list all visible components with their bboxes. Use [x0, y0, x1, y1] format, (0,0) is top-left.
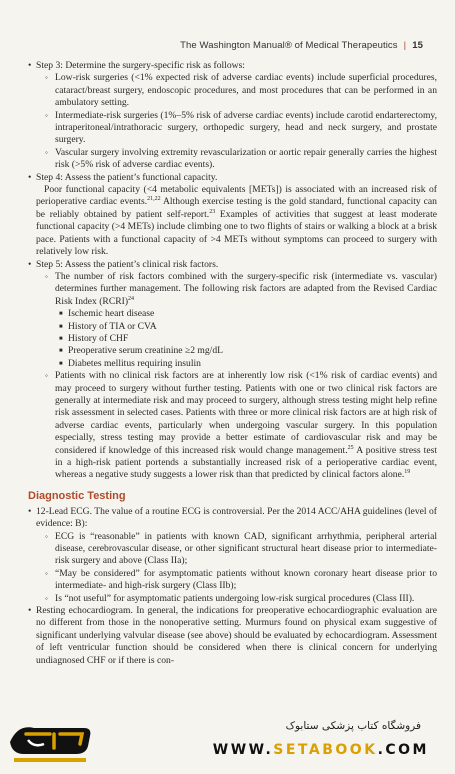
citation: 24: [128, 295, 135, 302]
risk-factor-list: [55, 308, 437, 370]
list-item: [45, 370, 437, 482]
citation: 25: [347, 444, 354, 451]
text-run: In general, the indications for preoperative echocardiographic evaluation are no different from those in the nonoperative setting. Murmurs found on physical exam suggestive of significant underlying valvular disease (see above) should be evaluated by echocardiogram. Assessment of left ventricular function should be considered when there is clinical concern for underlying undiagnosed CHF or if there is con-: [36, 605, 438, 666]
text-run: Patients with no clinical risk factors are at inherently low risk (<1% risk of cardiac events) and may proceed to surgery without further testing. Patients with one or two clinical risk factors are generally at intermediate risk and may proceed to surgery, although stress testing might help refine risk assessment in selected cases. Patients with three or more clinical risk factors are at high risk of adverse cardiac events, particularly when undergoing vascular surgery. In this population especially, stress testing may provide a better estimate of cardiovascular risk and may be considered if knowledge of this increased risk would change management.: [55, 370, 437, 456]
store-name: فروشگاه کتاب پزشکی ستابوک: [285, 720, 421, 732]
list-item: [45, 271, 437, 370]
list-item: ◦ Vascular surgery involving extremity revascularization or aortic repair generally carries the highest risk (>5% risk of adverse cardiac events).: [45, 147, 437, 172]
risk-factor: ■ Diabetes mellitus requiring insulin: [59, 358, 437, 370]
steps-list-continued: [28, 259, 437, 482]
text-run: The number of risk factors combined with the surgery-specific risk (intermediate vs. vascular) determines further management. The following risk factors are adapted from the Revised Cardiac Risk Index (RCRI): [55, 270, 437, 307]
step-5-lead: Step 5: Assess the patient’s clinical risk factors.: [36, 258, 219, 270]
list-item: ◦ “May be considered” for asymptomatic patients without known coronary heart disease prior to intermediate- and high-risk surgery (Class IIb);: [45, 568, 437, 593]
functional-capacity-paragraph: [28, 184, 437, 258]
text-run: A positive stress test in a high-risk patient portends a substantially increased risk of a perioperative cardiac event, whereas a negative study suggests a lower risk than that predicted by clinical factors alone.: [55, 444, 437, 481]
echo-lead: Resting echocardiogram.: [36, 605, 133, 617]
step-5: [28, 259, 437, 482]
steps-list: [28, 60, 437, 184]
header-separator: |: [403, 40, 407, 51]
text-run: The value of a routine ECG is controversial. Per the 2014 ACC/AHA guidelines (level of evidence: B):: [36, 505, 437, 530]
step-4-lead: Step 4: Assess the patient’s functional capacity.: [36, 171, 218, 183]
clinical-risk-list: [36, 271, 437, 482]
url-part: WWW.: [212, 742, 274, 758]
book-title: The Washington Manual® of Medical Therapeutics: [180, 40, 398, 51]
store-logo: [4, 714, 96, 768]
watermark-footer: [0, 708, 455, 774]
ecg-lead: 12-Lead ECG.: [36, 505, 93, 517]
page-body: [28, 60, 437, 667]
section-heading: Diagnostic Testing: [28, 489, 126, 502]
step-3-lead: Step 3: Determine the surgery-specific risk as follows:: [36, 60, 245, 71]
citation: 21,22: [147, 196, 161, 203]
risk-factor: ■ History of TIA or CVA: [59, 321, 437, 333]
step-3: [28, 60, 437, 172]
risk-factor: ■ Ischemic heart disease: [59, 308, 437, 320]
list-item: ◦ Intermediate-risk surgeries (1%–5% risk of adverse cardiac events) include carotid endarterectomy, intraperitoneal/intrathoracic surgery, orthopedic surgery, head and neck surgery, and prostate surgery.: [45, 110, 437, 147]
ecg-item: [28, 506, 437, 605]
citation: 23: [209, 208, 216, 215]
text-run: Although exercise testing is the gold standard, functional capacity can be reliably obtained by patient self-report.: [36, 196, 437, 220]
url-part: .COM: [377, 742, 429, 758]
step-4: [28, 172, 437, 184]
list-item: ◦ Is “not useful” for asymptomatic patients undergoing low-risk surgical procedures (Class III).: [45, 593, 437, 605]
risk-factor: ■ History of CHF: [59, 333, 437, 345]
store-url: [213, 742, 429, 758]
ecg-recommendation-list: [36, 531, 437, 605]
logo-graphic: [4, 714, 96, 768]
list-item: ◦ Low-risk surgeries (<1% expected risk of adverse cardiac events) include superficial procedures, cataract/breast surgery, endoscopic procedures, and most procedures that can be performed in an ambulatory setting.: [45, 72, 437, 109]
page-number: 15: [412, 40, 423, 51]
list-item: ◦ ECG is “reasonable” in patients with known CAD, significant arrhythmia, peripheral arterial disease, cerebrovascular disease, or other significant structural heart disease prior to intermediate-risk surgery and above (Class IIa);: [45, 531, 437, 568]
surgery-risk-list: [36, 72, 437, 171]
text-run: Poor functional capacity (<4 metabolic equivalents [METs]) is associated with an increased risk of perioperative cardiac events.: [36, 184, 437, 208]
citation: 19: [404, 469, 411, 476]
diagnostic-list: [28, 506, 437, 667]
url-part: SETABOOK: [273, 742, 378, 758]
risk-factor: ■ Preoperative serum creatinine ≥2 mg/dL: [59, 345, 437, 357]
running-head: [180, 40, 423, 51]
text-run: Examples of activities that suggest at least moderate functional capacity (>4 METs) include climbing one to two flights of stairs or walking a block at a brisk pace. Patients with a functional capacity of >4 METs without symptoms can proceed to surgery with relatively low risk.: [36, 208, 437, 258]
echo-item: [28, 605, 437, 667]
